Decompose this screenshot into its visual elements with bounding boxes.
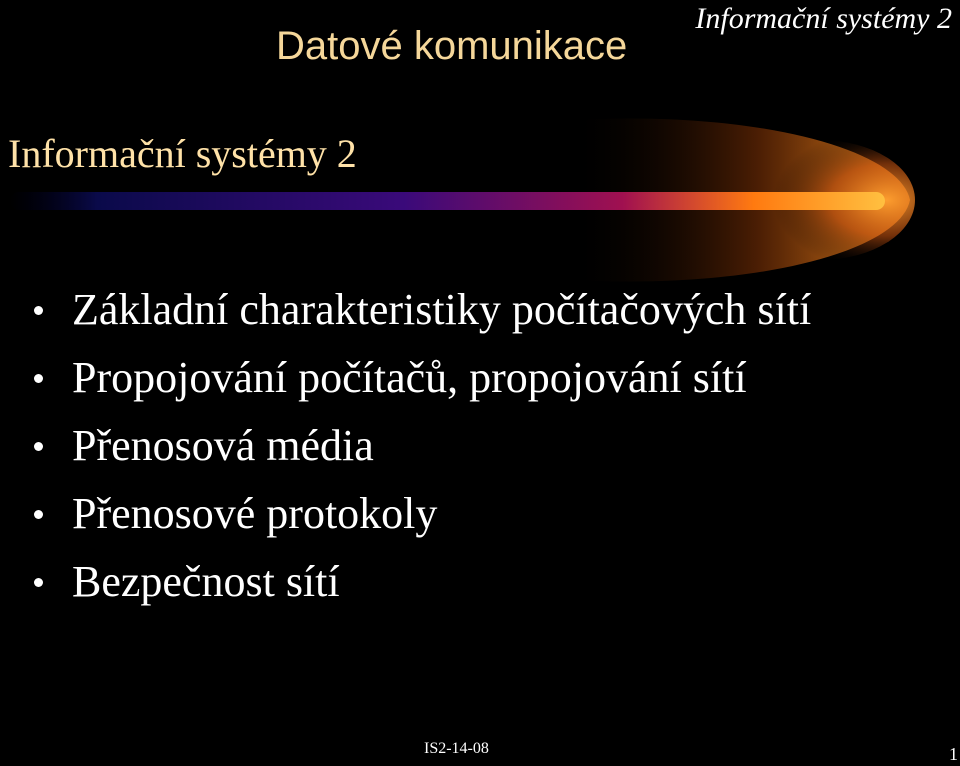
bullet-dot-icon [34, 374, 43, 383]
bullet-list [24, 278, 811, 618]
bullet-item [24, 346, 811, 414]
bullet-text: Propojování počítačů, propojování sítí [72, 353, 747, 402]
bullet-text: Bezpečnost sítí [72, 557, 340, 606]
bullet-dot-icon [34, 442, 43, 451]
header-course-name: Informační systémy 2 [695, 2, 952, 35]
page-number: 1 [949, 744, 958, 764]
bullet-item [24, 482, 811, 550]
bullet-text: Přenosové protokoly [72, 489, 438, 538]
bullet-dot-icon [34, 578, 43, 587]
comet-bar [10, 192, 885, 210]
bullet-text: Přenosová média [72, 421, 374, 470]
slide-title: Datové komunikace [276, 24, 628, 68]
bullet-item [24, 550, 811, 618]
slide-subtitle: Informační systémy 2 [8, 131, 357, 176]
bullet-dot-icon [34, 510, 43, 519]
footer-slide-code: IS2-14-08 [424, 740, 489, 757]
bullet-item [24, 414, 811, 482]
bullet-dot-icon [34, 306, 43, 315]
bullet-item [24, 278, 811, 346]
bullet-text: Základní charakteristiky počítačových sítí [72, 285, 812, 334]
